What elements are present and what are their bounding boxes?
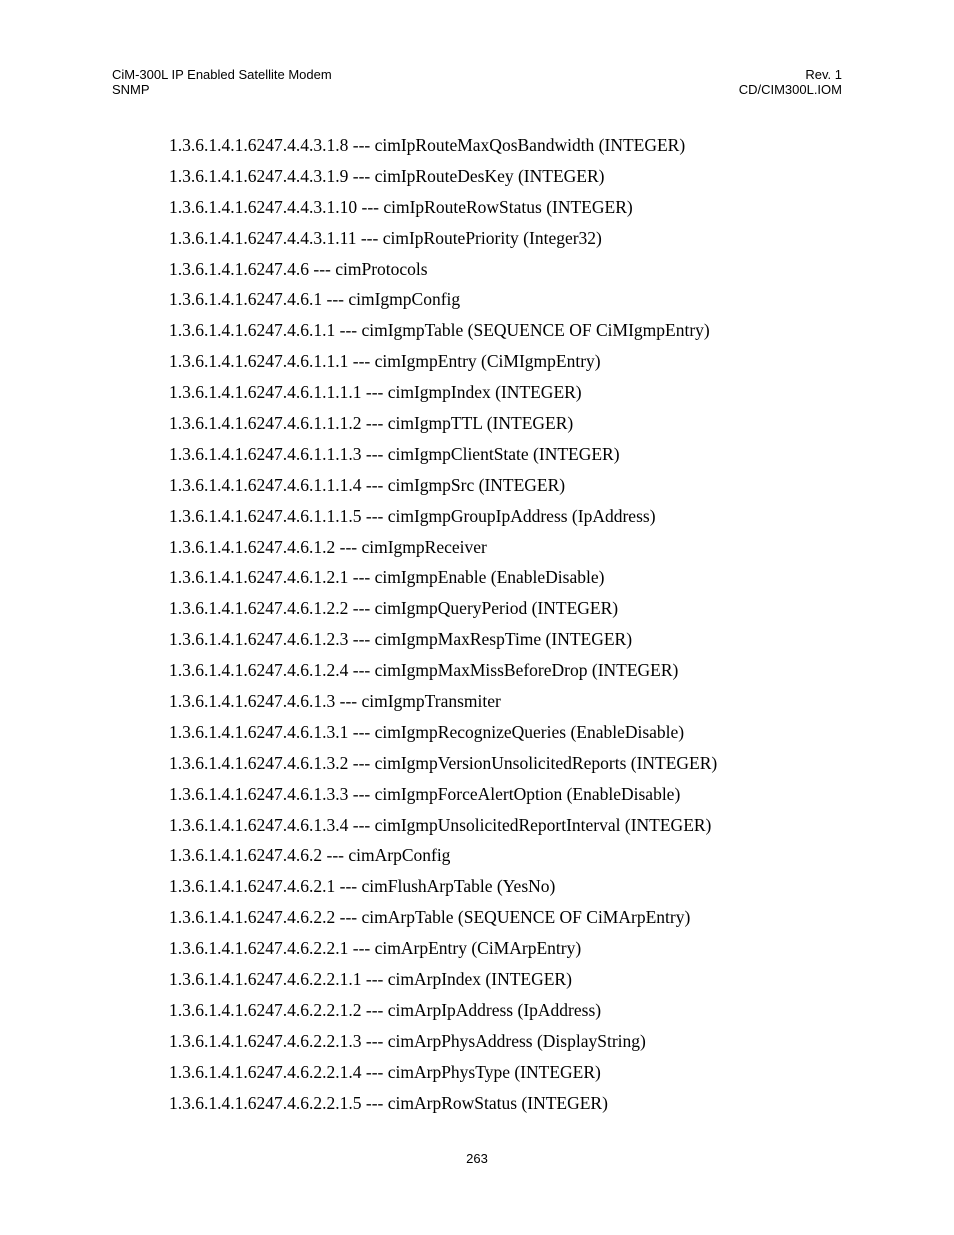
oid-entry: 1.3.6.1.4.1.6247.4.6.1.2.1 --- cimIgmpEnable (EnableDisable) — [169, 567, 605, 588]
oid-entry: 1.3.6.1.4.1.6247.4.4.3.1.8 --- cimIpRouteMaxQosBandwidth (INTEGER) — [169, 135, 686, 155]
oid-entry: 1.3.6.1.4.1.6247.4.6.1.1 --- cimIgmpTable (SEQUENCE OF CiMIgmpEntry) — [169, 320, 710, 341]
oid-entry: 1.3.6.1.4.1.6247.4.6.1.3 --- cimIgmpTransmiter — [169, 691, 501, 712]
header-left — [112, 67, 332, 97]
oid-entry-list — [169, 131, 717, 1120]
oid-entry: 1.3.6.1.4.1.6247.4.6.2.2.1.3 --- cimArpPhysAddress (DisplayString) — [169, 1030, 646, 1051]
oid-entry: 1.3.6.1.4.1.6247.4.6.1.1.1.3 --- cimIgmpClientState (INTEGER) — [169, 443, 620, 464]
oid-entry: 1.3.6.1.4.1.6247.4.4.3.1.9 --- cimIpRouteDesKey (INTEGER) — [169, 165, 605, 186]
page-number: 263 — [466, 1151, 488, 1166]
oid-entry: 1.3.6.1.4.1.6247.4.6.1.1.1.2 --- cimIgmpTTL (INTEGER) — [169, 413, 574, 434]
oid-entry: 1.3.6.1.4.1.6247.4.6.1.1.1.5 --- cimIgmpGroupIpAddress (IpAddress) — [169, 505, 656, 526]
oid-entry: 1.3.6.1.4.1.6247.4.6.1.2.4 --- cimIgmpMaxMissBeforeDrop (INTEGER) — [169, 660, 679, 681]
oid-entry: 1.3.6.1.4.1.6247.4.6.1.2 --- cimIgmpReceiver — [169, 536, 487, 557]
oid-entry: 1.3.6.1.4.1.6247.4.4.3.1.10 --- cimIpRouteRowStatus (INTEGER) — [169, 196, 633, 217]
oid-entry: 1.3.6.1.4.1.6247.4.6.2.2.1.4 --- cimArpPhysType (INTEGER) — [169, 1061, 601, 1082]
oid-entry: 1.3.6.1.4.1.6247.4.6.1.1.1.1 --- cimIgmpIndex (INTEGER) — [169, 382, 582, 403]
oid-entry: 1.3.6.1.4.1.6247.4.6 --- cimProtocols — [169, 258, 428, 279]
oid-entry: 1.3.6.1.4.1.6247.4.6.1.3.2 --- cimIgmpVersionUnsolicitedReports (INTEGER) — [169, 752, 718, 773]
oid-entry: 1.3.6.1.4.1.6247.4.6.2.2.1 --- cimArpEntry (CiMArpEntry) — [169, 938, 582, 959]
oid-entry: 1.3.6.1.4.1.6247.4.6.2.2 --- cimArpTable (SEQUENCE OF CiMArpEntry) — [169, 907, 691, 928]
oid-entry: 1.3.6.1.4.1.6247.4.6.1 --- cimIgmpConfig — [169, 289, 461, 310]
revision-label: Rev. 1 — [805, 67, 842, 82]
oid-entry: 1.3.6.1.4.1.6247.4.6.2.2.1.2 --- cimArpIpAddress (IpAddress) — [169, 999, 602, 1020]
oid-entry: 1.3.6.1.4.1.6247.4.6.2 --- cimArpConfig — [169, 845, 451, 866]
oid-entry: 1.3.6.1.4.1.6247.4.6.1.3.3 --- cimIgmpForceAlertOption (EnableDisable) — [169, 783, 681, 804]
oid-entry: 1.3.6.1.4.1.6247.4.6.2.2.1.5 --- cimArpRowStatus (INTEGER) — [169, 1092, 608, 1113]
oid-entry: 1.3.6.1.4.1.6247.4.6.1.2.3 --- cimIgmpMaxRespTime (INTEGER) — [169, 629, 633, 650]
oid-entry: 1.3.6.1.4.1.6247.4.6.2.1 --- cimFlushArpTable (YesNo) — [169, 876, 556, 897]
oid-entry: 1.3.6.1.4.1.6247.4.6.1.1.1.4 --- cimIgmpSrc (INTEGER) — [169, 474, 566, 495]
document-title: CiM-300L IP Enabled Satellite Modem — [112, 67, 332, 82]
oid-entry: 1.3.6.1.4.1.6247.4.4.3.1.11 --- cimIpRoutePriority (Integer32) — [169, 227, 602, 248]
section-name: SNMP — [112, 82, 150, 97]
page-footer — [0, 1151, 954, 1166]
header-right — [739, 67, 842, 97]
oid-entry: 1.3.6.1.4.1.6247.4.6.2.2.1.1 --- cimArpIndex (INTEGER) — [169, 969, 572, 990]
oid-entry: 1.3.6.1.4.1.6247.4.6.1.2.2 --- cimIgmpQueryPeriod (INTEGER) — [169, 598, 619, 619]
oid-entry: 1.3.6.1.4.1.6247.4.6.1.3.4 --- cimIgmpUnsolicitedReportInterval (INTEGER) — [169, 814, 712, 835]
oid-entry: 1.3.6.1.4.1.6247.4.6.1.3.1 --- cimIgmpRecognizeQueries (EnableDisable) — [169, 721, 685, 742]
oid-entry: 1.3.6.1.4.1.6247.4.6.1.1.1 --- cimIgmpEntry (CiMIgmpEntry) — [169, 351, 601, 372]
document-code: CD/CIM300L.IOM — [738, 82, 842, 97]
